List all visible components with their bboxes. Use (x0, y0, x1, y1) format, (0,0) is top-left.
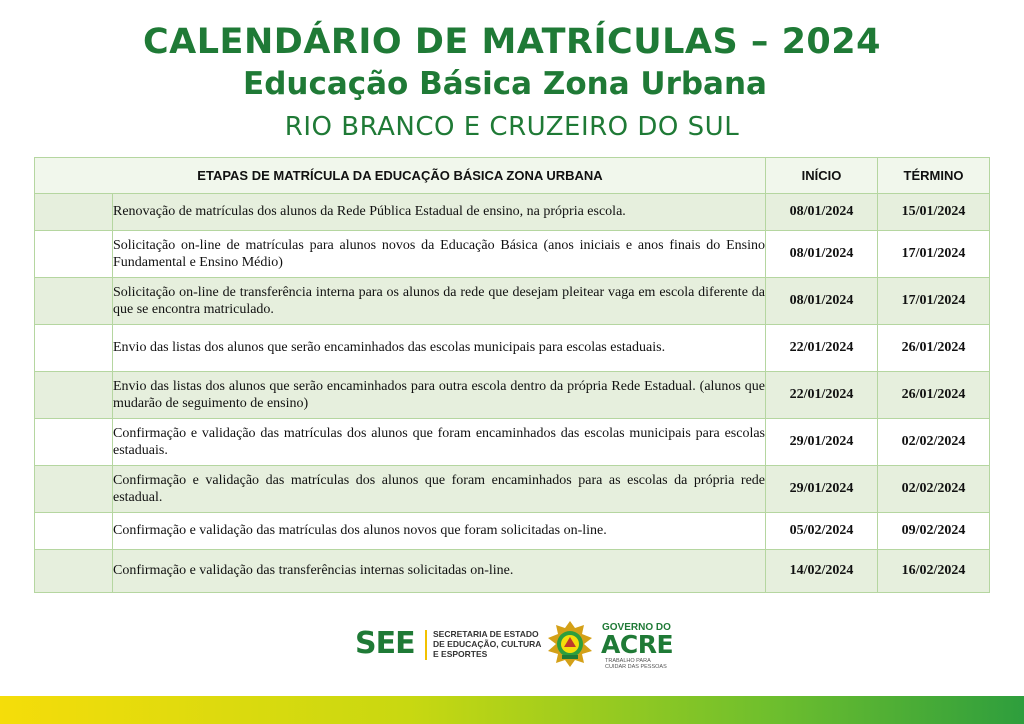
cities-label: RIO BRANCO E CRUZEIRO DO SUL (284, 112, 740, 142)
row-description: Renovação de matrículas dos alunos da Rede Pública Estadual de ensino, na própria escola. (113, 194, 766, 231)
row-description: Envio das listas dos alunos que serão encaminhados das escolas municipais para escolas estaduais. (113, 325, 766, 372)
table-row (35, 550, 990, 593)
table-row (35, 231, 990, 278)
footer-logos (0, 620, 1024, 670)
bottom-gradient-bar (0, 696, 1024, 724)
see-line: SECRETARIA DE ESTADO (433, 629, 539, 639)
row-start-date: 08/01/2024 (766, 194, 878, 231)
table-row (35, 419, 990, 466)
row-marker-cell (35, 278, 113, 325)
row-marker-cell (35, 513, 113, 550)
row-description: Confirmação e validação das matrículas dos alunos que foram encaminhados para as escolas da própria rede estadual. (113, 466, 766, 513)
row-start-date: 22/01/2024 (766, 325, 878, 372)
row-marker-cell (35, 325, 113, 372)
row-end-date: 26/01/2024 (878, 325, 990, 372)
see-logo: SEE (355, 626, 415, 661)
row-description: Solicitação on-line de transferência interna para os alunos da rede que desejam pleitear vaga em escola diferente da que se encontra matriculado. (113, 278, 766, 325)
slogan-line: CUIDAR DAS PESSOAS (605, 664, 667, 670)
enrollment-calendar-table (34, 157, 990, 593)
header-start: INÍCIO (766, 158, 878, 194)
row-start-date: 29/01/2024 (766, 466, 878, 513)
header-stage: ETAPAS DE MATRÍCULA DA EDUCAÇÃO BÁSICA ZONA URBANA (35, 158, 766, 194)
row-start-date: 08/01/2024 (766, 231, 878, 278)
row-marker-cell (35, 550, 113, 593)
row-end-date: 09/02/2024 (878, 513, 990, 550)
row-start-date: 08/01/2024 (766, 278, 878, 325)
row-description: Confirmação e validação das matrículas dos alunos novos que foram solicitadas on-line. (113, 513, 766, 550)
see-line: E ESPORTES (433, 649, 488, 659)
row-start-date: 29/01/2024 (766, 419, 878, 466)
row-end-date: 16/02/2024 (878, 550, 990, 593)
gov-acre-label: ACRE (601, 630, 674, 659)
see-line: DE EDUCAÇÃO, CULTURA (433, 639, 542, 649)
table-row (35, 194, 990, 231)
table-row (35, 325, 990, 372)
slogan-line: TRABALHO PARA (605, 658, 651, 664)
row-end-date: 15/01/2024 (878, 194, 990, 231)
row-end-date: 02/02/2024 (878, 466, 990, 513)
page-subtitle: Educação Básica Zona Urbana (243, 66, 767, 102)
row-description: Solicitação on-line de matrículas para alunos novos da Educação Básica (anos iniciais e anos finais do Ensino Fundamental e Ensino Médio) (113, 231, 766, 278)
see-divider (425, 630, 427, 660)
row-start-date: 22/01/2024 (766, 372, 878, 419)
row-marker-cell (35, 231, 113, 278)
row-end-date: 17/01/2024 (878, 278, 990, 325)
row-marker-cell (35, 372, 113, 419)
page-title: CALENDÁRIO DE MATRÍCULAS – 2024 (142, 22, 881, 62)
row-description: Confirmação e validação das transferências internas solicitadas on-line. (113, 550, 766, 593)
row-start-date: 14/02/2024 (766, 550, 878, 593)
row-description: Confirmação e validação das matrículas dos alunos que foram encaminhados das escolas municipais para escolas estaduais. (113, 419, 766, 466)
header-end: TÉRMINO (878, 158, 990, 194)
table-row (35, 372, 990, 419)
gov-small-label: GOVERNO DO (602, 622, 671, 633)
row-end-date: 02/02/2024 (878, 419, 990, 466)
see-text (433, 629, 541, 659)
table-row (35, 513, 990, 550)
row-end-date: 17/01/2024 (878, 231, 990, 278)
row-start-date: 05/02/2024 (766, 513, 878, 550)
acre-coat-of-arms-icon (546, 620, 594, 668)
gov-slogan (605, 658, 667, 670)
table-header-row (35, 158, 990, 194)
row-end-date: 26/01/2024 (878, 372, 990, 419)
table-row (35, 278, 990, 325)
row-marker-cell (35, 466, 113, 513)
row-description: Envio das listas dos alunos que serão encaminhados para outra escola dentro da própria Rede Estadual. (alunos que mudarão de seguimento de ensino) (113, 372, 766, 419)
table-row (35, 466, 990, 513)
row-marker-cell (35, 419, 113, 466)
row-marker-cell (35, 194, 113, 231)
